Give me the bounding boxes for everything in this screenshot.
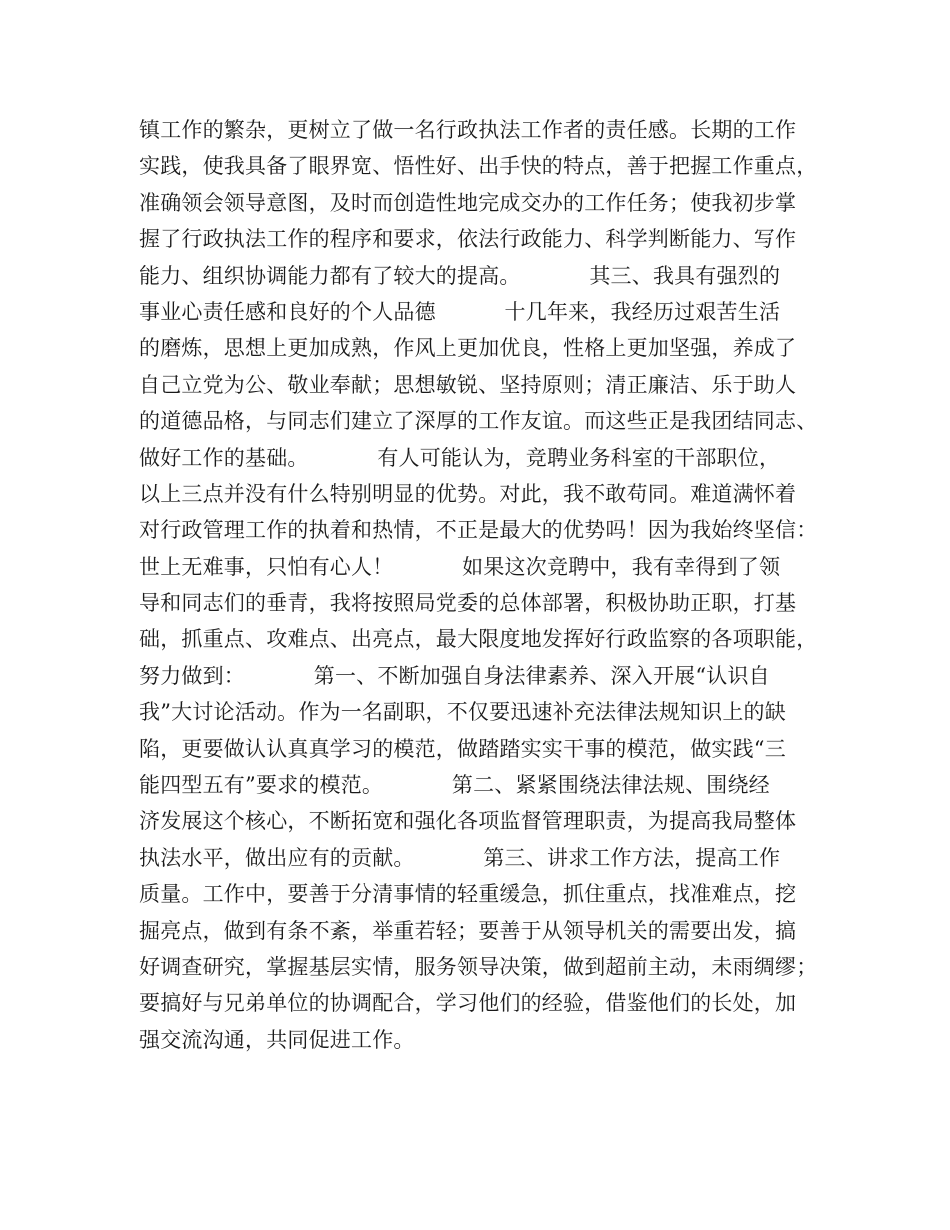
text-line: 做好工作的基础。 有人可能认为，竞聘业务科室的干部职位，: [139, 445, 781, 470]
text-line: 要搞好与兄弟单位的协调配合，学习他们的经验，借鉴他们的长处，加: [139, 991, 797, 1016]
text-line: 能力、组织协调能力都有了较大的提高。 其三、我具有强烈的: [139, 263, 781, 288]
text-line: 握了行政执法工作的程序和要求，依法行政能力、科学判断能力、写作: [139, 227, 797, 252]
body-text: [139, 112, 839, 1058]
text-line: 的磨炼，思想上更加成熟，作风上更加优良，性格上更加坚强，养成了: [139, 336, 797, 361]
text-line: 掘亮点，做到有条不紊，举重若轻；要善于从领导机关的需要出发，搞: [139, 918, 797, 943]
text-line: 好调查研究，掌握基层实情，服务领导决策，做到超前主动，未雨绸缪；: [139, 954, 818, 979]
text-line: 质量。工作中，要善于分清事情的轻重缓急，抓住重点，找准难点，挖: [139, 882, 797, 907]
text-line: 努力做到： 第一、不断加强自身法律素养、深入开展“认识自: [139, 663, 770, 688]
text-line: 的道德品格，与同志们建立了深厚的工作友谊。而这些正是我团结同志、: [139, 409, 818, 434]
text-line: 础，抓重点、攻难点、出亮点，最大限度地发挥好行政监察的各项职能，: [139, 627, 818, 652]
text-line: 对行政管理工作的执着和热情，不正是最大的优势吗！因为我始终坚信：: [139, 518, 818, 543]
text-line: 镇工作的繁杂，更树立了做一名行政执法工作者的责任感。长期的工作: [139, 118, 797, 142]
text-line: 济发展这个核心，不断拓宽和强化各项监督管理职责，为提高我局整体: [139, 809, 797, 834]
text-line: 陷，更要做认认真真学习的模范，做踏踏实实干事的模范，做实践“三: [139, 736, 786, 761]
text-line: 能四型五有”要求的模范。 第二、紧紧围绕法律法规、围绕经: [139, 773, 770, 798]
text-line: 准确领会领导意图，及时而创造性地完成交办的工作任务；使我初步掌: [139, 190, 797, 215]
text-line: 事业心责任感和良好的个人品德 十几年来，我经历过艰苦生活: [139, 299, 781, 324]
text-line: 世上无难事，只怕有心人！ 如果这次竞聘中，我有幸得到了领: [139, 554, 781, 579]
text-line: 以上三点并没有什么特别明显的优势。对此，我不敢苟同。难道满怀着: [139, 481, 797, 506]
text-line: 我”大讨论活动。作为一名副职，不仅要迅速补充法律法规知识上的缺: [139, 700, 786, 725]
text-line: 强交流沟通，共同促进工作。: [139, 1027, 415, 1052]
text-line: 自己立党为公、敬业奉献；思想敏锐、坚持原则；清正廉洁、乐于助人: [139, 372, 797, 397]
text-line: 执法水平，做出应有的贡献。 第三、讲求工作方法，提高工作: [139, 845, 781, 870]
text-line: 导和同志们的垂青，我将按照局党委的总体部署，积极协助正职，打基: [139, 591, 797, 616]
text-line: 实践，使我具备了眼界宽、悟性好、出手快的特点，善于把握工作重点，: [139, 154, 818, 179]
